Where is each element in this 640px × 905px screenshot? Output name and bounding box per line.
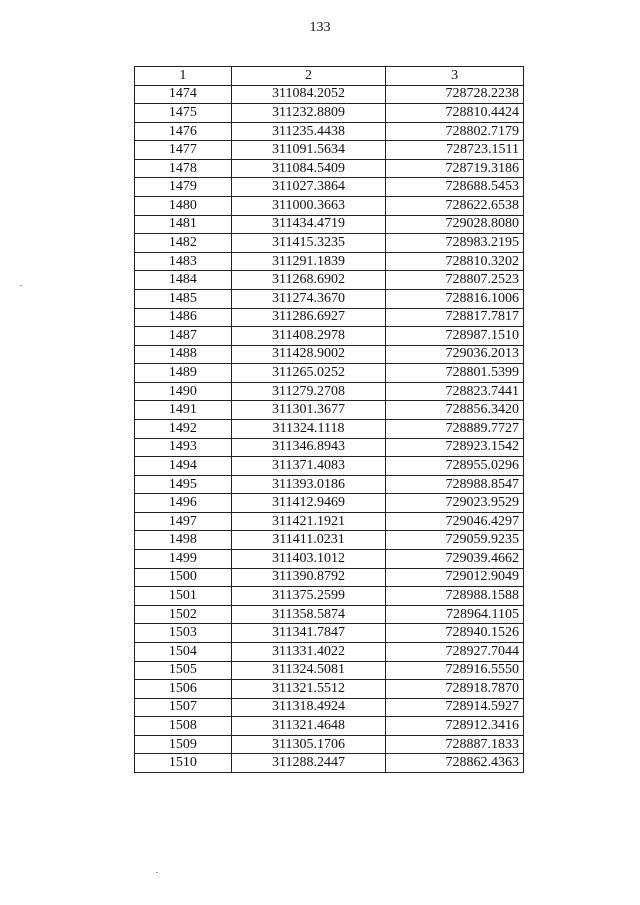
page-number: 133 (309, 20, 331, 35)
y-coordinate-cell: 728728.2238 (386, 85, 524, 104)
y-coordinate-cell: 729012.9049 (386, 568, 524, 587)
point-number-cell: 1496 (135, 494, 232, 513)
y-coordinate-cell: 728723.1511 (386, 141, 524, 160)
x-coordinate-cell: 311324.1118 (231, 419, 386, 438)
point-number-cell: 1475 (135, 104, 232, 123)
point-number-cell: 1500 (135, 568, 232, 587)
y-coordinate-cell: 729023.9529 (386, 494, 524, 513)
table-row (135, 104, 524, 123)
y-coordinate-cell: 728987.1510 (386, 327, 524, 346)
y-coordinate-cell: 728912.3416 (386, 717, 524, 736)
table-row (135, 531, 524, 550)
y-coordinate-cell: 728988.1588 (386, 587, 524, 606)
y-coordinate-cell: 728983.2195 (386, 234, 524, 253)
x-coordinate-cell: 311331.4022 (231, 642, 386, 661)
y-coordinate-cell: 728810.4424 (386, 104, 524, 123)
point-number-cell: 1499 (135, 550, 232, 569)
x-coordinate-cell: 311291.1839 (231, 252, 386, 271)
x-coordinate-cell: 311274.3670 (231, 289, 386, 308)
y-coordinate-cell: 728927.7044 (386, 642, 524, 661)
table-row (135, 605, 524, 624)
table-row (135, 85, 524, 104)
x-coordinate-cell: 311279.2708 (231, 382, 386, 401)
table-row (135, 642, 524, 661)
x-coordinate-cell: 311301.3677 (231, 401, 386, 420)
point-number-cell: 1480 (135, 197, 232, 216)
point-number-cell: 1484 (135, 271, 232, 290)
table-row (135, 568, 524, 587)
table-row (135, 308, 524, 327)
x-coordinate-cell: 311415.3235 (231, 234, 386, 253)
table-row (135, 271, 524, 290)
table-row (135, 587, 524, 606)
y-coordinate-cell: 728801.5399 (386, 364, 524, 383)
y-coordinate-cell: 729028.8080 (386, 215, 524, 234)
y-coordinate-cell: 728622.6538 (386, 197, 524, 216)
table-row (135, 234, 524, 253)
point-number-cell: 1510 (135, 754, 232, 773)
x-coordinate-cell: 311375.2599 (231, 587, 386, 606)
y-coordinate-cell: 729039.4662 (386, 550, 524, 569)
table-row (135, 159, 524, 178)
x-coordinate-cell: 311286.6927 (231, 308, 386, 327)
table-row (135, 382, 524, 401)
y-coordinate-cell: 729059.9235 (386, 531, 524, 550)
point-number-cell: 1503 (135, 624, 232, 643)
table-row (135, 475, 524, 494)
y-coordinate-cell: 728862.4363 (386, 754, 524, 773)
y-coordinate-cell: 728964.1105 (386, 605, 524, 624)
y-coordinate-cell: 728816.1006 (386, 289, 524, 308)
y-coordinate-cell: 728823.7441 (386, 382, 524, 401)
y-coordinate-cell: 728916.5550 (386, 661, 524, 680)
table-row (135, 215, 524, 234)
x-coordinate-cell: 311235.4438 (231, 122, 386, 141)
y-coordinate-cell: 728810.3202 (386, 252, 524, 271)
point-number-cell: 1504 (135, 642, 232, 661)
point-number-cell: 1508 (135, 717, 232, 736)
y-coordinate-cell: 728887.1833 (386, 735, 524, 754)
x-coordinate-cell: 311408.2978 (231, 327, 386, 346)
y-coordinate-cell: 729046.4297 (386, 512, 524, 531)
table-row (135, 419, 524, 438)
x-coordinate-cell: 311434.4719 (231, 215, 386, 234)
x-coordinate-cell: 311027.3864 (231, 178, 386, 197)
table-row (135, 122, 524, 141)
y-coordinate-cell: 728988.8547 (386, 475, 524, 494)
point-number-cell: 1498 (135, 531, 232, 550)
scan-speck (156, 872, 158, 873)
table-row (135, 754, 524, 773)
table-row (135, 717, 524, 736)
y-coordinate-cell: 728802.7179 (386, 122, 524, 141)
point-number-cell: 1482 (135, 234, 232, 253)
y-coordinate-cell: 728955.0296 (386, 457, 524, 476)
point-number-cell: 1481 (135, 215, 232, 234)
point-number-cell: 1478 (135, 159, 232, 178)
point-number-cell: 1476 (135, 122, 232, 141)
point-number-cell: 1497 (135, 512, 232, 531)
point-number-cell: 1501 (135, 587, 232, 606)
table-row (135, 345, 524, 364)
x-coordinate-cell: 311371.4083 (231, 457, 386, 476)
y-coordinate-cell: 728719.3186 (386, 159, 524, 178)
table-row (135, 661, 524, 680)
point-number-cell: 1483 (135, 252, 232, 271)
table-row (135, 494, 524, 513)
coordinates-table (134, 66, 524, 773)
x-coordinate-cell: 311428.9002 (231, 345, 386, 364)
point-number-cell: 1495 (135, 475, 232, 494)
column-header-2: 2 (231, 67, 386, 86)
table-body (135, 85, 524, 772)
point-number-cell: 1502 (135, 605, 232, 624)
table-row (135, 550, 524, 569)
x-coordinate-cell: 311265.0252 (231, 364, 386, 383)
x-coordinate-cell: 311346.8943 (231, 438, 386, 457)
x-coordinate-cell: 311421.1921 (231, 512, 386, 531)
x-coordinate-cell: 311318.4924 (231, 698, 386, 717)
table-row (135, 401, 524, 420)
table-row (135, 438, 524, 457)
table-row (135, 252, 524, 271)
x-coordinate-cell: 311084.2052 (231, 85, 386, 104)
point-number-cell: 1492 (135, 419, 232, 438)
x-coordinate-cell: 311341.7847 (231, 624, 386, 643)
point-number-cell: 1506 (135, 680, 232, 699)
y-coordinate-cell: 728914.5927 (386, 698, 524, 717)
point-number-cell: 1490 (135, 382, 232, 401)
point-number-cell: 1509 (135, 735, 232, 754)
point-number-cell: 1477 (135, 141, 232, 160)
x-coordinate-cell: 311084.5409 (231, 159, 386, 178)
x-coordinate-cell: 311390.8792 (231, 568, 386, 587)
table-header (135, 67, 524, 86)
y-coordinate-cell: 728918.7870 (386, 680, 524, 699)
table-row (135, 735, 524, 754)
x-coordinate-cell: 311403.1012 (231, 550, 386, 569)
x-coordinate-cell: 311305.1706 (231, 735, 386, 754)
y-coordinate-cell: 728923.1542 (386, 438, 524, 457)
point-number-cell: 1488 (135, 345, 232, 364)
y-coordinate-cell: 729036.2013 (386, 345, 524, 364)
x-coordinate-cell: 311411.0231 (231, 531, 386, 550)
point-number-cell: 1489 (135, 364, 232, 383)
x-coordinate-cell: 311358.5874 (231, 605, 386, 624)
point-number-cell: 1505 (135, 661, 232, 680)
column-header-1: 1 (135, 67, 232, 86)
scan-speck (20, 285, 22, 286)
table-row (135, 512, 524, 531)
table-row (135, 680, 524, 699)
y-coordinate-cell: 728807.2523 (386, 271, 524, 290)
table-row (135, 364, 524, 383)
x-coordinate-cell: 311268.6902 (231, 271, 386, 290)
point-number-cell: 1485 (135, 289, 232, 308)
point-number-cell: 1494 (135, 457, 232, 476)
x-coordinate-cell: 311412.9469 (231, 494, 386, 513)
table-row (135, 457, 524, 476)
x-coordinate-cell: 311321.5512 (231, 680, 386, 699)
table-row (135, 624, 524, 643)
y-coordinate-cell: 728817.7817 (386, 308, 524, 327)
table-row (135, 197, 524, 216)
x-coordinate-cell: 311288.2447 (231, 754, 386, 773)
x-coordinate-cell: 311321.4648 (231, 717, 386, 736)
point-number-cell: 1487 (135, 327, 232, 346)
point-number-cell: 1479 (135, 178, 232, 197)
x-coordinate-cell: 311091.5634 (231, 141, 386, 160)
point-number-cell: 1474 (135, 85, 232, 104)
x-coordinate-cell: 311232.8809 (231, 104, 386, 123)
y-coordinate-cell: 728940.1526 (386, 624, 524, 643)
y-coordinate-cell: 728889.7727 (386, 419, 524, 438)
table-row (135, 141, 524, 160)
y-coordinate-cell: 728688.5453 (386, 178, 524, 197)
x-coordinate-cell: 311000.3663 (231, 197, 386, 216)
x-coordinate-cell: 311393.0186 (231, 475, 386, 494)
table-row (135, 178, 524, 197)
point-number-cell: 1507 (135, 698, 232, 717)
column-header-3: 3 (386, 67, 524, 86)
point-number-cell: 1493 (135, 438, 232, 457)
y-coordinate-cell: 728856.3420 (386, 401, 524, 420)
x-coordinate-cell: 311324.5081 (231, 661, 386, 680)
table-row (135, 289, 524, 308)
header-row (135, 67, 524, 86)
table-row (135, 327, 524, 346)
table-row (135, 698, 524, 717)
point-number-cell: 1491 (135, 401, 232, 420)
point-number-cell: 1486 (135, 308, 232, 327)
